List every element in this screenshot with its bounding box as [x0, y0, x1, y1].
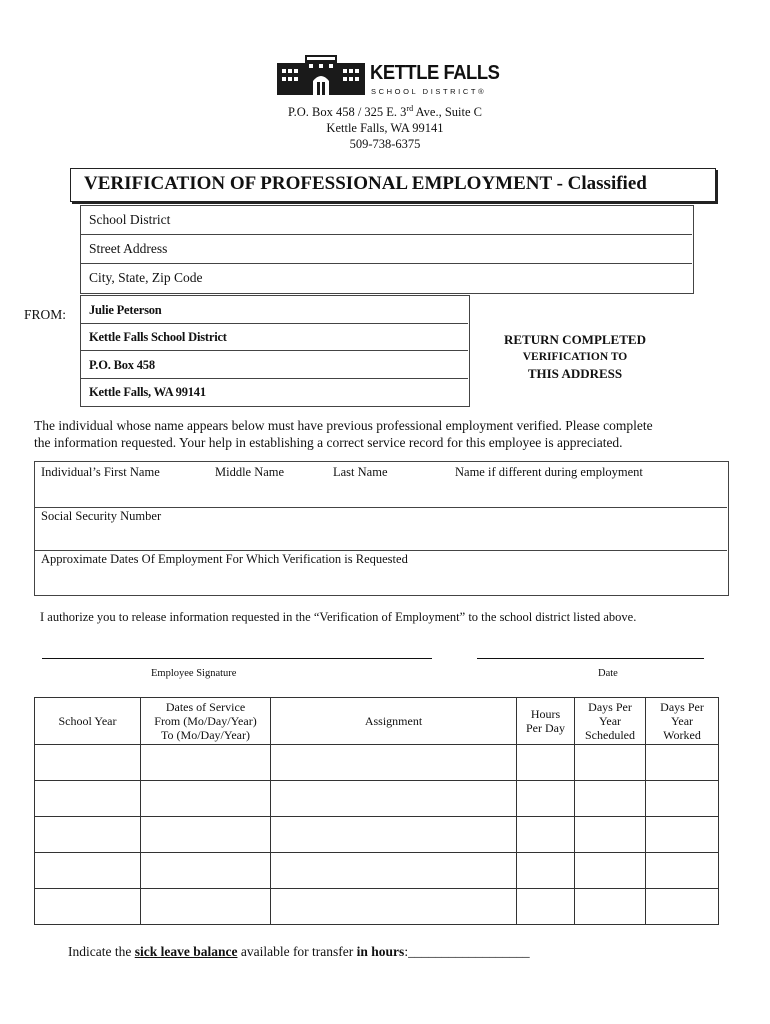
table-row	[35, 745, 719, 781]
hours-per-day-cell[interactable]	[517, 853, 575, 889]
assignment-cell[interactable]	[271, 781, 517, 817]
days-worked-cell[interactable]	[646, 889, 719, 925]
days-scheduled-cell[interactable]	[575, 745, 646, 781]
employment-dates-field[interactable]: Approximate Dates Of Employment For Which Verification is Requested	[41, 552, 408, 566]
address-line-3: 509-738-6375	[349, 137, 421, 151]
middle-name-field[interactable]: Middle Name	[215, 465, 285, 479]
divider	[80, 323, 468, 324]
return-note-line-1: RETURN COMPLETED	[504, 332, 646, 347]
logo-subtitle: SCHOOL DISTRICT®	[371, 87, 484, 96]
days-worked-cell[interactable]	[646, 817, 719, 853]
hours-per-day-cell[interactable]	[517, 781, 575, 817]
sick-leave-statement[interactable]: Indicate the sick leave balance available for transfer in hours:__________________	[68, 944, 530, 959]
assignment-cell[interactable]	[271, 817, 517, 853]
instructions-line-2: the information requested. Your help in establishing a correct service record for this employee is appreciated.	[34, 435, 623, 450]
dates-of-service-cell[interactable]	[141, 817, 271, 853]
date-line[interactable]	[477, 658, 704, 659]
from-label: FROM:	[24, 307, 67, 322]
address-line-2: Kettle Falls, WA 99141	[326, 121, 444, 135]
days-worked-cell[interactable]	[646, 781, 719, 817]
school-year-cell[interactable]	[35, 745, 141, 781]
street-address-field[interactable]: Street Address	[89, 241, 168, 256]
assignment-cell[interactable]	[271, 853, 517, 889]
days-worked-cell[interactable]	[646, 853, 719, 889]
school-building-logo-icon	[277, 55, 365, 95]
signature-line[interactable]	[42, 658, 432, 659]
table-row	[35, 817, 719, 853]
sender-city: Kettle Falls, WA 99141	[89, 385, 206, 399]
col-header-dates-of-service: Dates of Service From (Mo/Day/Year) To (Mo/Day/Year)	[141, 698, 271, 745]
assignment-cell[interactable]	[271, 745, 517, 781]
return-note-line-3: THIS ADDRESS	[527, 366, 623, 381]
divider	[34, 507, 727, 508]
col-header-assignment: Assignment	[271, 698, 517, 745]
assignment-cell[interactable]	[271, 889, 517, 925]
table-row	[35, 889, 719, 925]
divider	[80, 350, 468, 351]
school-year-cell[interactable]	[35, 889, 141, 925]
authorization-statement: I authorize you to release information requested in the “Verification of Employment” to the school district listed above.	[40, 610, 637, 624]
school-year-cell[interactable]	[35, 817, 141, 853]
logo-name: KETTLE FALLS	[370, 62, 500, 84]
table-row	[35, 853, 719, 889]
ssn-field[interactable]: Social Security Number	[41, 509, 162, 523]
return-note-line-2: VERIFICATION TO	[522, 351, 628, 363]
instructions-paragraph	[34, 417, 744, 451]
service-table	[34, 697, 719, 925]
days-scheduled-cell[interactable]	[575, 853, 646, 889]
dates-of-service-cell[interactable]	[141, 745, 271, 781]
col-header-days-scheduled: Days Per Year Scheduled	[575, 698, 646, 745]
divider	[34, 550, 727, 551]
dates-of-service-cell[interactable]	[141, 781, 271, 817]
divider	[80, 263, 692, 264]
school-district-field[interactable]: School District	[89, 212, 171, 227]
page-title: VERIFICATION OF PROFESSIONAL EMPLOYMENT - Classified	[84, 173, 647, 194]
individual-info-box	[34, 461, 729, 596]
address-line-1: P.O. Box 458 / 325 E. 3rd Ave., Suite C	[288, 103, 482, 119]
school-year-cell[interactable]	[35, 853, 141, 889]
days-scheduled-cell[interactable]	[575, 781, 646, 817]
dates-of-service-cell[interactable]	[141, 853, 271, 889]
days-worked-cell[interactable]	[646, 745, 719, 781]
days-scheduled-cell[interactable]	[575, 817, 646, 853]
sender-organization: Kettle Falls School District	[89, 330, 227, 344]
table-row	[35, 781, 719, 817]
instructions-line-1: The individual whose name appears below must have previous professional employment verified. Please complete	[34, 418, 653, 433]
divider	[80, 378, 468, 379]
sender-name: Julie Peterson	[89, 303, 162, 317]
col-header-hours-per-day: Hours Per Day	[517, 698, 575, 745]
table-header-row	[35, 698, 719, 745]
first-name-field[interactable]: Individual’s First Name	[41, 465, 160, 479]
col-header-days-worked: Days Per Year Worked	[646, 698, 719, 745]
divider	[80, 234, 692, 235]
sender-po-box: P.O. Box 458	[89, 358, 155, 372]
days-scheduled-cell[interactable]	[575, 889, 646, 925]
hours-per-day-cell[interactable]	[517, 745, 575, 781]
dates-of-service-cell[interactable]	[141, 889, 271, 925]
city-state-zip-field[interactable]: City, State, Zip Code	[89, 270, 203, 285]
last-name-field[interactable]: Last Name	[333, 465, 388, 479]
hours-per-day-cell[interactable]	[517, 889, 575, 925]
signature-label: Employee Signature	[151, 668, 237, 679]
col-header-school-year: School Year	[35, 698, 141, 745]
name-if-different-field[interactable]: Name if different during employment	[455, 465, 643, 479]
date-label: Date	[598, 668, 618, 679]
hours-per-day-cell[interactable]	[517, 817, 575, 853]
school-year-cell[interactable]	[35, 781, 141, 817]
